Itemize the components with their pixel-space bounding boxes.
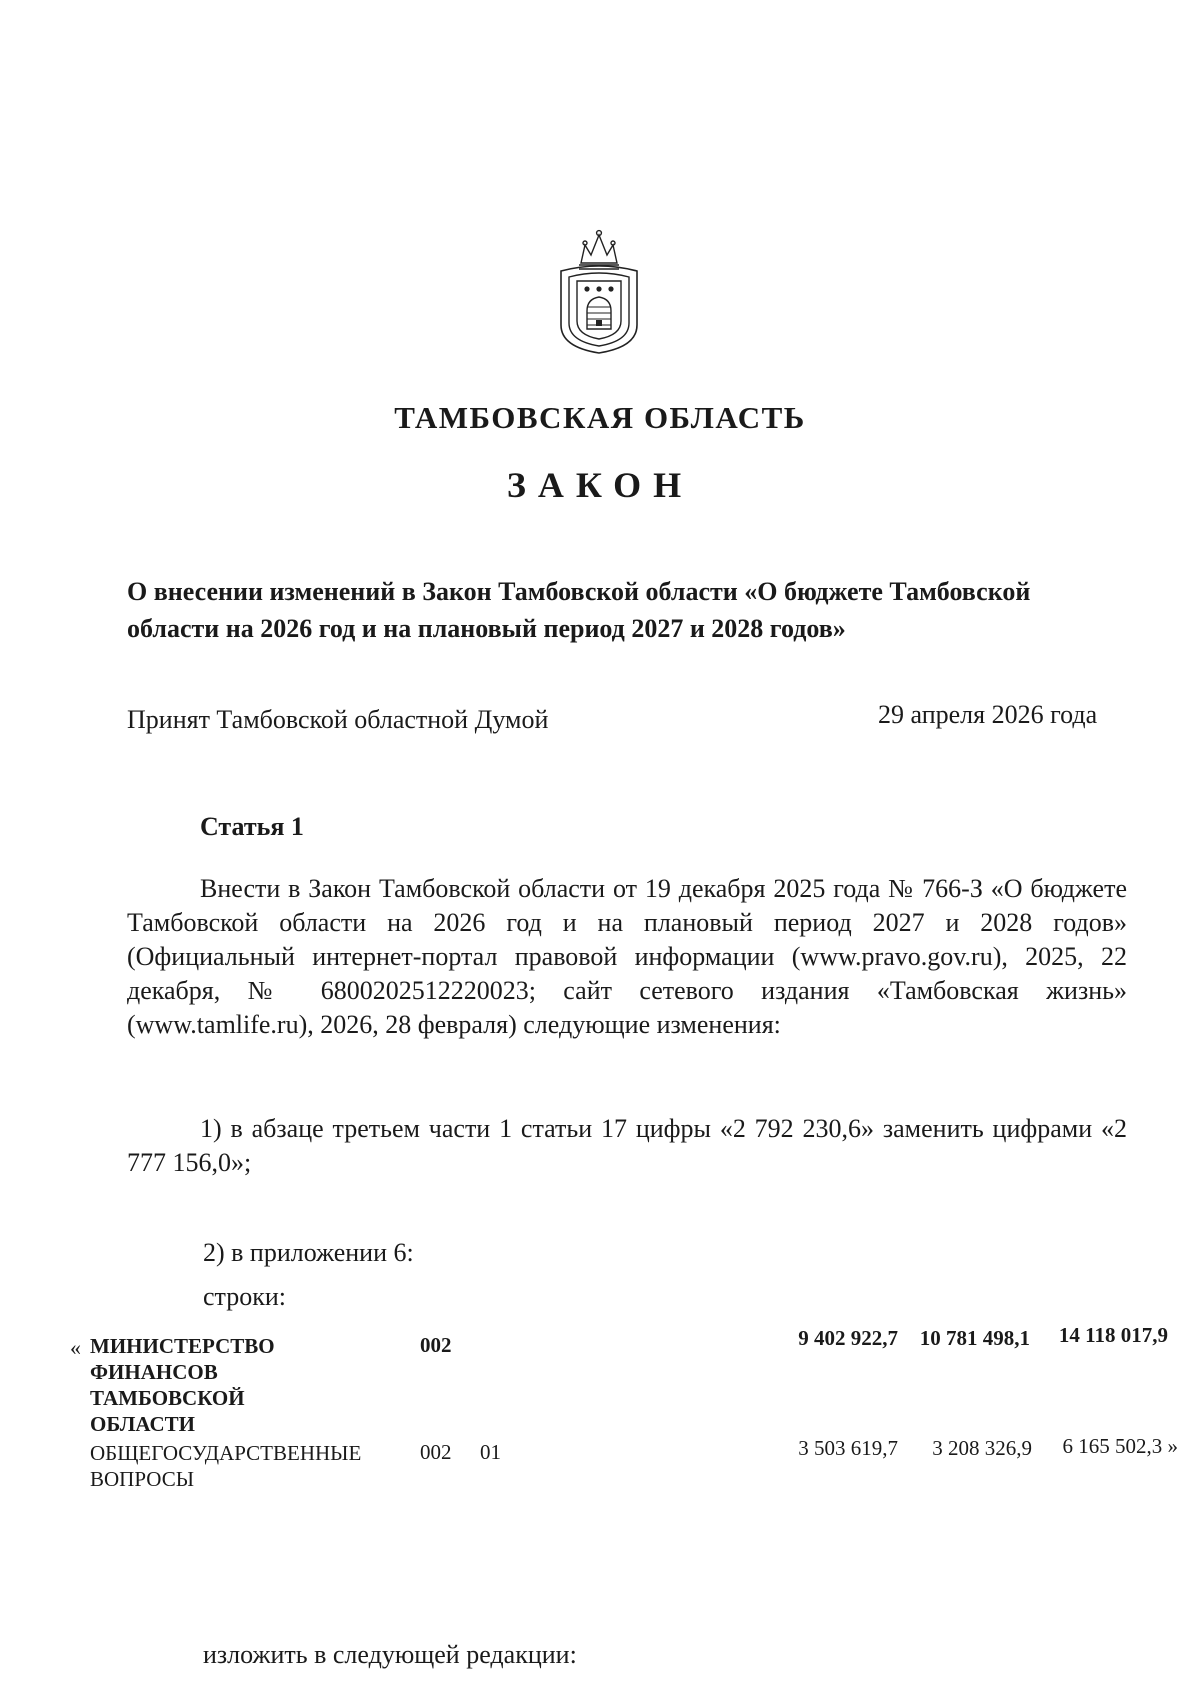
opening-quote: « xyxy=(70,1335,81,1360)
table-row-value-2027: 3 208 326,9 xyxy=(932,1436,1032,1460)
rows-label: строки: xyxy=(203,1282,286,1311)
table-row-value-2026: 3 503 619,7 xyxy=(798,1436,898,1460)
adopted-by-text: Принят Тамбовской областной Думой xyxy=(127,705,549,734)
region-title: ТАМБОВСКАЯ ОБЛАСТЬ xyxy=(394,400,806,435)
amendment-item-1: 1) в абзаце третьем части 1 статьи 17 цифры «2 792 230,6» заменить цифрами «2 777 156,0»; xyxy=(127,1114,1127,1177)
table-row-code: 002 xyxy=(420,1440,452,1464)
table-row-name: МИНИСТЕРСТВО ФИНАНСОВ ТАМБОВСКОЙ ОБЛАСТИ xyxy=(90,1334,275,1436)
document-type-title: ЗАКОН xyxy=(506,465,694,505)
replace-label: изложить в следующей редакции: xyxy=(203,1640,577,1669)
table-row-section: 01 xyxy=(480,1440,501,1464)
article-intro-paragraph: Внести в Закон Тамбовской области от 19 декабря 2025 года № 766-З «О бюджете Тамбовской области на 2026 год и на плановый период 2027 и 2028 годов» (Официальный интернет-портал правовой информации (www.pravo.gov.ru), 2025, 22 декабря, № 6800202512220023; сайт сетевого издания «Тамбовская жизнь» (www.tamlife.ru), 2026, 28 февраля) следующие изменения: xyxy=(127,874,1127,1039)
amendment-item-2: 2) в приложении 6: xyxy=(203,1238,414,1267)
article-heading: Статья 1 xyxy=(200,812,304,841)
coat-of-arms-icon xyxy=(553,225,645,355)
table-row-value-2028: 14 118 017,9 xyxy=(1058,1323,1168,1347)
adoption-date: 29 апреля 2026 года xyxy=(878,700,1098,729)
table-row-value-2027: 10 781 498,1 xyxy=(919,1326,1030,1350)
table-row-code: 002 xyxy=(420,1333,452,1357)
table-row-name: ОБЩЕГОСУДАРСТВЕННЫЕ ВОПРОСЫ xyxy=(90,1441,362,1491)
table-row-value-2028: 6 165 502,3 » xyxy=(1062,1434,1178,1458)
law-subject: О внесении изменений в Закон Тамбовской области «О бюджете Тамбовской области на 2026 год и на плановый период 2027 и 2028 годов» xyxy=(127,577,1031,643)
table-row-value-2026: 9 402 922,7 xyxy=(798,1326,898,1350)
